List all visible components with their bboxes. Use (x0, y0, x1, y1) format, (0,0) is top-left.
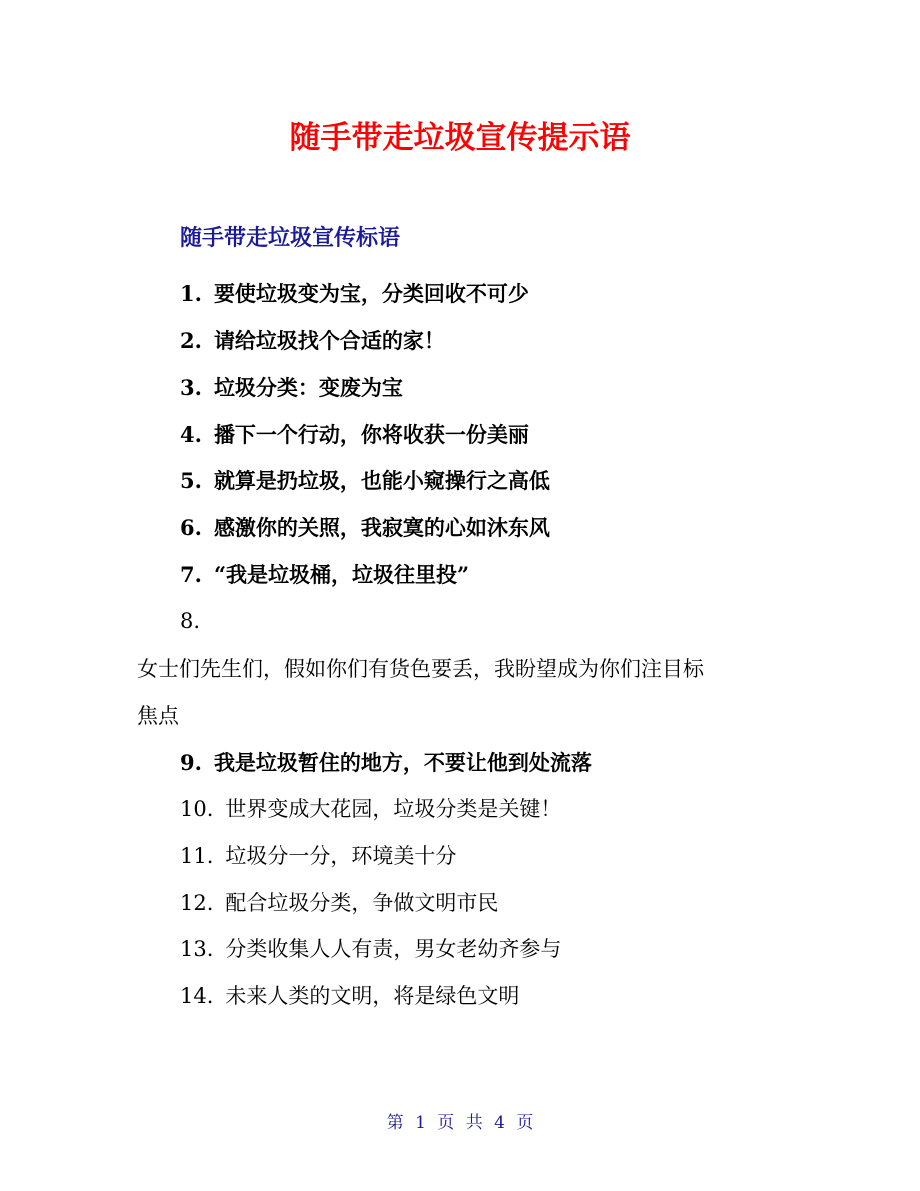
item-text: 焦点 (137, 704, 179, 728)
item-number: 11. (180, 844, 214, 868)
list-item (180, 464, 550, 498)
list-item (180, 324, 445, 358)
item-text: 我是垃圾暂住的地方，不要让他到处流落 (213, 750, 592, 775)
list-item (180, 511, 550, 545)
item-text: 配合垃圾分类，争做文明市民 (225, 891, 499, 915)
list-item-continuation (137, 652, 704, 686)
list-item (180, 371, 403, 405)
list-item (180, 746, 592, 780)
section-heading: 随手带走垃圾宣传标语 (180, 226, 401, 251)
document-title: 随手带走垃圾宣传提示语 (289, 120, 631, 156)
item-text: 未来人类的文明，将是绿色文明 (225, 984, 520, 1008)
list-item (180, 418, 529, 452)
item-number: 5. (180, 468, 202, 493)
item-text: 要使垃圾变为宝，分类回收不可少 (213, 281, 529, 306)
item-number: 10. (180, 797, 214, 821)
item-text: “我是垃圾桶，垃圾往里投” (213, 562, 470, 587)
item-text: 垃圾分类：变废为宝 (213, 375, 403, 400)
item-text: 感激你的关照，我寂寞的心如沐东风 (213, 515, 550, 540)
item-number: 3. (180, 375, 202, 400)
list-item (180, 839, 456, 873)
item-number: 6. (180, 515, 202, 540)
item-number: 12. (180, 891, 214, 915)
item-text: 垃圾分一分，环境美十分 (225, 844, 457, 868)
item-number: 13. (180, 937, 214, 961)
list-item (180, 792, 561, 826)
list-item (180, 932, 561, 966)
item-text: 女士们先生们，假如你们有货色要丢，我盼望成为你们注目标 (137, 657, 704, 681)
list-item (180, 979, 519, 1013)
list-item-continuation (137, 699, 179, 733)
list-item (180, 558, 469, 592)
item-number: 2. (180, 328, 202, 353)
item-text: 世界变成大花园，垃圾分类是关键！ (225, 797, 562, 821)
item-number: 1. (180, 281, 202, 306)
item-number: 8. (180, 609, 201, 633)
item-number: 7. (180, 562, 202, 587)
item-text: 就算是扔垃圾，也能小窥操行之高低 (213, 468, 550, 493)
item-text: 请给垃圾找个合适的家！ (213, 328, 445, 353)
list-item (180, 277, 529, 311)
list-item (180, 886, 498, 920)
item-text: 播下一个行动，你将收获一份美丽 (213, 422, 529, 447)
list-item (180, 604, 212, 638)
item-number: 4. (180, 422, 202, 447)
item-text: 分类收集人人有责，男女老幼齐参与 (225, 937, 562, 961)
page-footer: 第 1 页 共 4 页 (386, 1113, 534, 1133)
item-number: 9. (180, 750, 202, 775)
item-number: 14. (180, 984, 214, 1008)
